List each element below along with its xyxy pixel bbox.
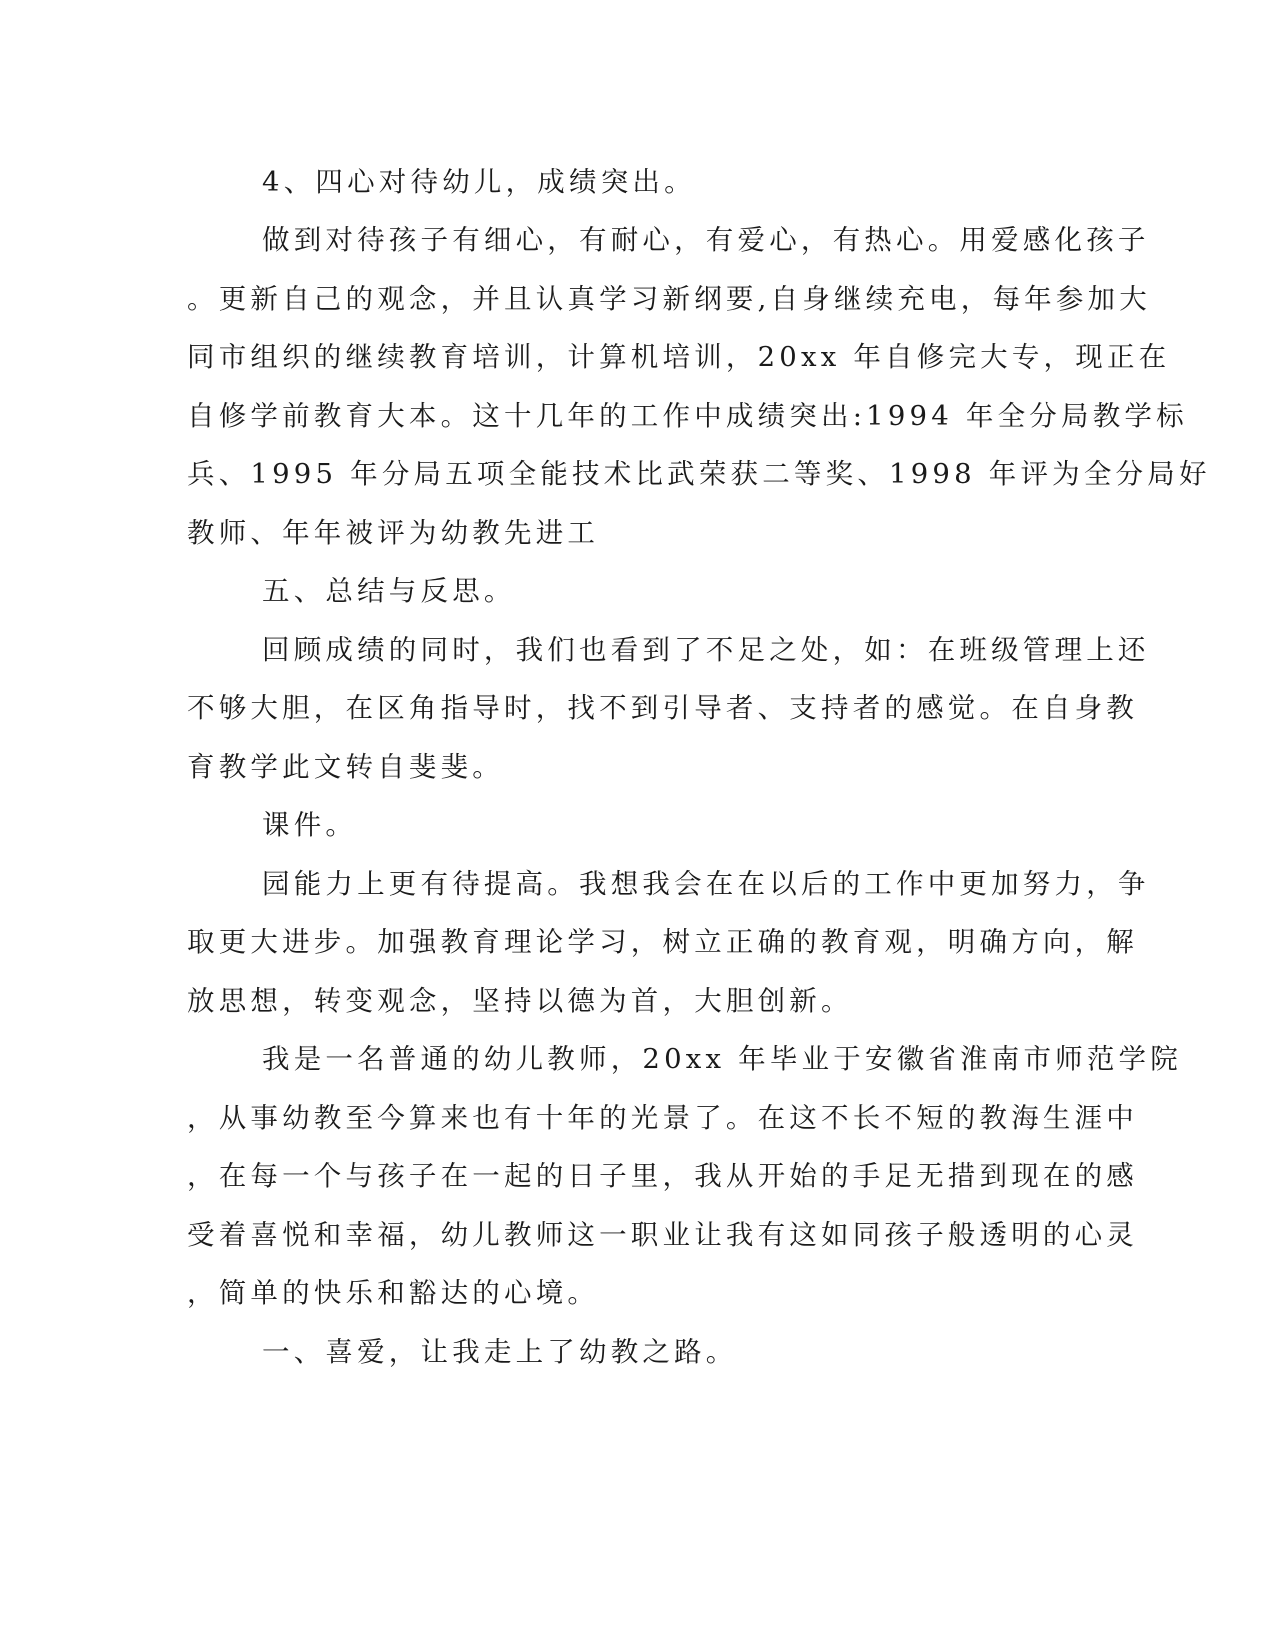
- paragraph-line: 教师、年年被评为幼教先进工: [187, 517, 600, 549]
- paragraph-line: 我是一名普通的幼儿教师，20xx 年毕业于安徽省淮南市师范学院: [262, 1043, 1182, 1075]
- paragraph-line: 受着喜悦和幸福，幼儿教师这一职业让我有这如同孩子般透明的心灵: [187, 1219, 1138, 1251]
- paragraph-line: 课件。: [262, 809, 358, 841]
- paragraph-line: 园能力上更有待提高。我想我会在在以后的工作中更加努力，争: [262, 868, 1150, 900]
- paragraph-line: 自修学前教育大本。这十几年的工作中成绩突出:1994 年全分局教学标: [187, 400, 1188, 432]
- section-heading: 一、喜爱，让我走上了幼教之路。: [262, 1336, 738, 1368]
- section-heading: 五、总结与反思。: [262, 575, 516, 607]
- paragraph-line: 做到对待孩子有细心，有耐心，有爱心，有热心。用爱感化孩子: [262, 224, 1150, 256]
- paragraph-line: ，简单的快乐和豁达的心境。: [187, 1277, 600, 1309]
- paragraph-line: 兵、1995 年分局五项全能技术比武荣获二等奖、1998 年评为全分局好: [187, 458, 1211, 490]
- paragraph-line: 育教学此文转自斐斐。: [187, 751, 504, 783]
- paragraph-line: ，从事幼教至今算来也有十年的光景了。在这不长不短的教海生涯中: [187, 1102, 1138, 1134]
- paragraph-line: 不够大胆，在区角指导时，找不到引导者、支持者的感觉。在自身教: [187, 692, 1138, 724]
- paragraph-line: ，在每一个与孩子在一起的日子里，我从开始的手足无措到现在的感: [187, 1160, 1138, 1192]
- paragraph-line: 。更新自己的观念，并且认真学习新纲要,自身继续充电，每年参加大: [187, 283, 1151, 315]
- paragraph-line: 取更大进步。加强教育理论学习，树立正确的教育观，明确方向，解: [187, 926, 1138, 958]
- paragraph-line: 同市组织的继续教育培训，计算机培训，20xx 年自修完大专，现正在: [187, 341, 1171, 373]
- paragraph-line: 回顾成绩的同时，我们也看到了不足之处，如：在班级管理上还: [262, 634, 1150, 666]
- paragraph-line: 放思想，转变观念，坚持以德为首，大胆创新。: [187, 985, 853, 1017]
- section-heading: 4、四心对待幼儿，成绩突出。: [262, 166, 696, 198]
